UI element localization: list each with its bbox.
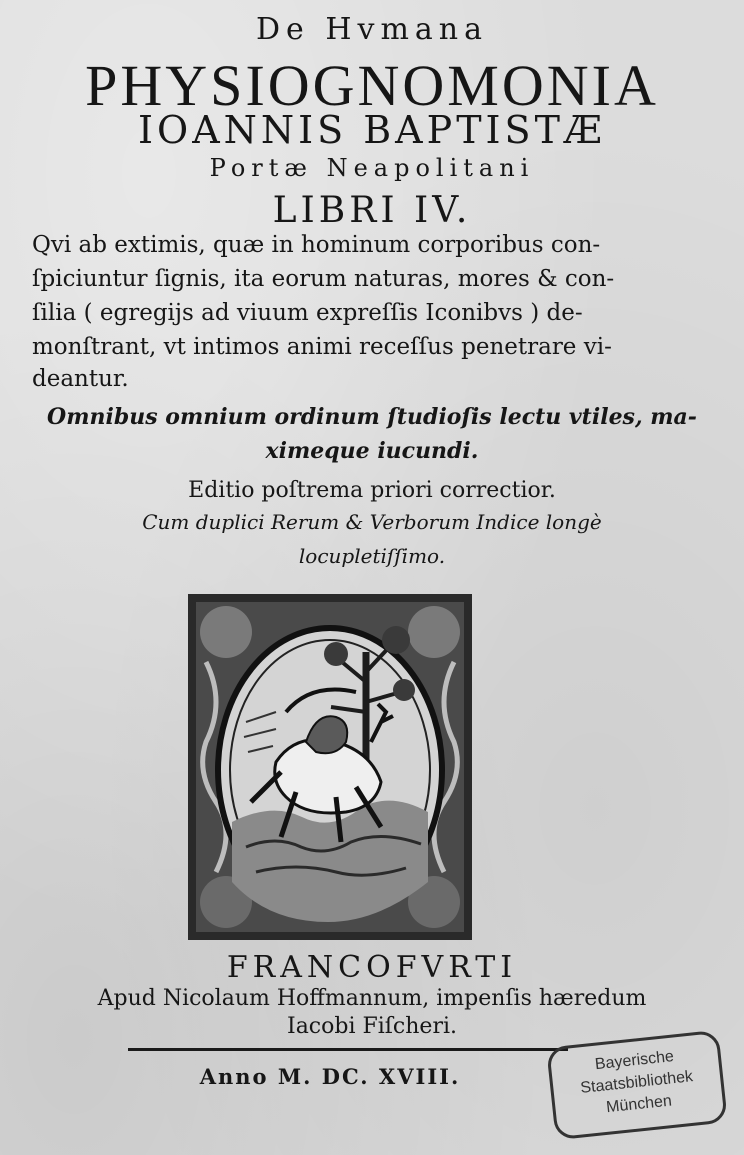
abstract-line: monſtrant, vt intimos animi receſſus penetrare vi- <box>32 334 612 360</box>
stamp-line: Staatsbibliothek <box>579 1068 694 1097</box>
imprint-place: FRANCOFVRTI <box>226 950 518 985</box>
imprint-year: Anno M. DC. XVIII. <box>199 1064 461 1089</box>
imprint-publisher: Iacobi Fiſcheri. <box>287 1014 457 1039</box>
abstract-line: ſpiciuntur ſignis, ita eorum naturas, mores & con- <box>32 266 615 292</box>
abstract-line: deantur. <box>32 366 129 392</box>
title-physiognomonia: PHYSIOGNOMONIA <box>85 53 659 118</box>
author-origin: Portæ Neapolitani <box>209 154 535 182</box>
index-note: locupletiſſimo. <box>298 544 446 568</box>
stamp-line: München <box>605 1092 673 1117</box>
abstract-line: Qvi ab extimis, quæ in hominum corporibus con- <box>32 232 601 258</box>
dedication-line: ximeque iucundi. <box>265 438 479 464</box>
divider-rule <box>128 1048 568 1051</box>
author-name: IOANNIS BAPTISTÆ <box>138 108 606 152</box>
abstract-line: ſilia ( egregijs ad viuum expreſſis Iconibvs ) de- <box>32 300 583 326</box>
edition-note: Editio poſtrema priori correctior. <box>188 478 556 503</box>
title-line-de-humana: De Hvmana <box>256 12 488 47</box>
stamp-line: Bayerische <box>594 1048 675 1074</box>
woodcut-printer-device <box>186 592 474 942</box>
dedication-line: Omnibus omnium ordinum ſtudioſis lectu vtiles, ma- <box>47 404 697 430</box>
library-stamp <box>543 1027 730 1143</box>
books-count: LIBRI IV. <box>272 190 472 231</box>
woodcut-illustration <box>186 592 474 942</box>
imprint-publisher: Apud Nicolaum Hoffmannum, impenſis hæredum <box>97 986 647 1011</box>
index-note: Cum duplici Rerum & Verborum Indice longè <box>142 510 602 534</box>
